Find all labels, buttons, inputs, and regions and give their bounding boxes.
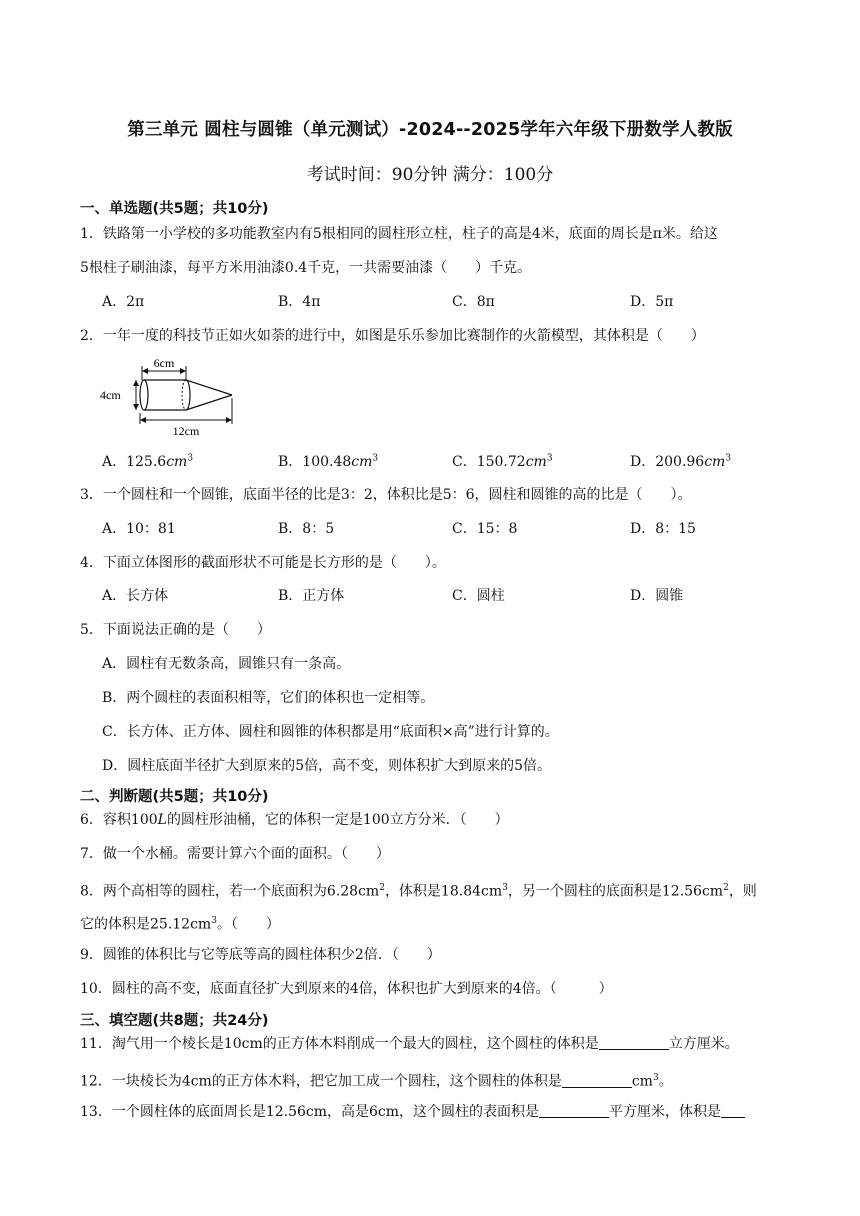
q1-option-d: D．5π xyxy=(630,294,674,310)
q8-exp-b: 3 xyxy=(502,883,508,893)
q2-option-a-unit: cm xyxy=(166,454,188,470)
q2-option-b xyxy=(278,451,378,471)
q11-post: 立方厘米。 xyxy=(668,1036,739,1052)
q4-option-b: B．正方体 xyxy=(278,588,345,604)
arrow-left-bottom xyxy=(140,417,146,423)
q13-blank-1[interactable] xyxy=(539,1103,609,1118)
q2-option-c-value: C．150.72 xyxy=(452,454,526,470)
cone-lower-edge xyxy=(186,395,232,410)
q2-option-d-value: D．200.96 xyxy=(630,454,705,470)
q4-option-a: A．长方体 xyxy=(102,588,169,604)
q13-pre: 13．一个圆柱体的底面周长是12.56cm，高是6cm，这个圆柱的表面积是 xyxy=(80,1104,540,1120)
q2-option-d xyxy=(630,451,731,471)
q5-option-a: A．圆柱有无数条高，圆锥只有一条高。 xyxy=(102,656,351,672)
q2-option-b-exp: 3 xyxy=(372,453,379,464)
label-left: 4cm xyxy=(100,388,121,402)
q12-unit: cm xyxy=(631,1073,653,1090)
question-12 xyxy=(80,1068,825,1092)
q8-a: 8．两个高相等的圆柱，若一个底面积为6.28cm xyxy=(80,883,380,900)
page-title: 第三单元 圆柱与圆锥（单元测试）-2024--2025学年六年级下册数学人教版 xyxy=(127,120,733,140)
q4-option-c: C．圆柱 xyxy=(452,588,505,604)
arrow-right-top xyxy=(180,368,186,374)
question-11 xyxy=(80,1034,825,1054)
q4-option-d: D．圆锥 xyxy=(630,588,684,604)
question-1-line2: 5根柱子刷油漆，每平方米用油漆0.4千克，一共需要油漆（ ）千克。 xyxy=(80,260,532,276)
q2-option-c-exp: 3 xyxy=(546,453,553,464)
q5-option-d: D．圆柱底面半径扩大到原来的5倍，高不变，则体积扩大到原来的5倍。 xyxy=(102,758,552,774)
q2-option-c-unit: cm xyxy=(525,454,547,470)
q5-option-c: C．长方体、正方体、圆柱和圆锥的体积都是用“底面积×高”进行计算的。 xyxy=(102,724,559,740)
q8-b: ，体积是18.84cm xyxy=(384,883,503,900)
q12-blank[interactable] xyxy=(562,1073,632,1088)
q8-line2a: 它的体积是25.12cm xyxy=(80,916,212,933)
q12-pre: 12．一块棱长为4cm的正方体木料，把它加工成一个圆柱，这个圆柱的体积是 xyxy=(80,1073,562,1090)
question-5: 5．下面说法正确的是（ ） xyxy=(80,622,271,638)
arrow-right-bottom xyxy=(226,417,232,423)
q13-mid: 平方厘米，体积是 xyxy=(609,1104,722,1120)
question-3: 3．一个圆柱和一个圆锥，底面半径的比是3：2，体积比是5：6，圆柱和圆锥的高的比是（ ）。 xyxy=(80,487,692,503)
q1-option-c: C．8π xyxy=(452,294,495,310)
q6-pre: 6．容积100 xyxy=(80,812,158,828)
q8-c: ，另一个圆柱的底面积是12.56cm xyxy=(507,883,724,900)
q8-line2b: 。（ ） xyxy=(216,916,280,933)
q8-d: ，则 xyxy=(728,883,757,900)
q11-blank[interactable] xyxy=(599,1035,669,1050)
section-heading-judgement: 二、判断题(共5题；共10分) xyxy=(80,789,269,805)
question-6 xyxy=(80,810,825,830)
question-8-line1 xyxy=(80,878,825,902)
section-heading-choice: 一、单选题(共5题；共10分) xyxy=(80,201,269,217)
question-10: 10．圆柱的高不变，底面直径扩大到原来的4倍，体积也扩大到原来的4倍。（ ） xyxy=(80,981,613,997)
question-2: 2．一年一度的科技节正如火如荼的进行中，如图是乐乐参加比赛制作的火箭模型，其体积是（ ） xyxy=(80,328,705,344)
q11-pre: 11．淘气用一个棱长是10cm的正方体木料削成一个最大的圆柱，这个圆柱的体积是 xyxy=(80,1036,599,1052)
q12-end: 。 xyxy=(658,1073,673,1090)
label-top: 6cm xyxy=(153,358,175,370)
arrow-down-left xyxy=(133,404,139,410)
section-heading-fill: 三、填空题(共8题；共24分) xyxy=(80,1013,269,1029)
q6-unit: L xyxy=(157,812,167,828)
q8-exp-a: 2 xyxy=(379,883,385,893)
q2-option-d-unit: cm xyxy=(704,454,726,470)
q2-option-d-exp: 3 xyxy=(725,453,732,464)
q5-option-b: B．两个圆柱的表面积相等，它们的体积也一定相等。 xyxy=(102,690,435,706)
question-13 xyxy=(80,1102,825,1122)
q3-option-a: A．10：81 xyxy=(102,521,176,537)
q12-exp: 3 xyxy=(652,1073,659,1083)
question-1-line1: 1．铁路第一小学校的多功能教室内有5根相同的圆柱形立柱，柱子的高是4米，底面的周长是π米。给这 xyxy=(80,226,718,242)
cone-upper-edge xyxy=(186,380,232,395)
q3-option-b: B．8：5 xyxy=(278,521,335,537)
q8-exp-c: 2 xyxy=(723,883,729,893)
arrow-up-left xyxy=(133,380,139,386)
question-9: 9．圆锥的体积比与它等底等高的圆柱体积少2倍．（ ） xyxy=(80,947,441,963)
q2-option-b-unit: cm xyxy=(351,454,373,470)
cylinder-hidden-edge xyxy=(182,380,186,410)
q1-option-b: B．4π xyxy=(278,294,321,310)
exam-info: 考试时间：90分钟 满分：100分 xyxy=(306,165,554,185)
label-bottom: 12cm xyxy=(172,424,200,438)
q13-blank-2[interactable] xyxy=(721,1103,745,1118)
arrow-left-top xyxy=(142,368,148,374)
q2-option-a-exp: 3 xyxy=(187,453,194,464)
q2-option-a-value: A．125.6 xyxy=(102,454,167,470)
q2-option-b-value: B．100.48 xyxy=(278,454,352,470)
rocket-model-figure xyxy=(98,358,238,438)
question-4: 4．下面立体图形的截面形状不可能是长方形的是（ ）。 xyxy=(80,555,446,571)
q2-option-c xyxy=(452,451,553,471)
q3-option-d: D．8：15 xyxy=(630,521,696,537)
q3-option-c: C．15：8 xyxy=(452,521,518,537)
question-7: 7．做一个水桶。需要计算六个面的面积。（ ） xyxy=(80,846,390,862)
q1-option-a: A．2π xyxy=(102,294,145,310)
question-8-line2 xyxy=(80,911,825,935)
q8-exp-d: 3 xyxy=(211,916,217,926)
q6-post: 的圆柱形油桶，它的体积一定是100立方分米．（ ） xyxy=(166,812,509,828)
q2-option-a xyxy=(102,451,193,471)
cylinder-base-right xyxy=(186,380,190,410)
cylinder-base-left xyxy=(140,380,148,410)
